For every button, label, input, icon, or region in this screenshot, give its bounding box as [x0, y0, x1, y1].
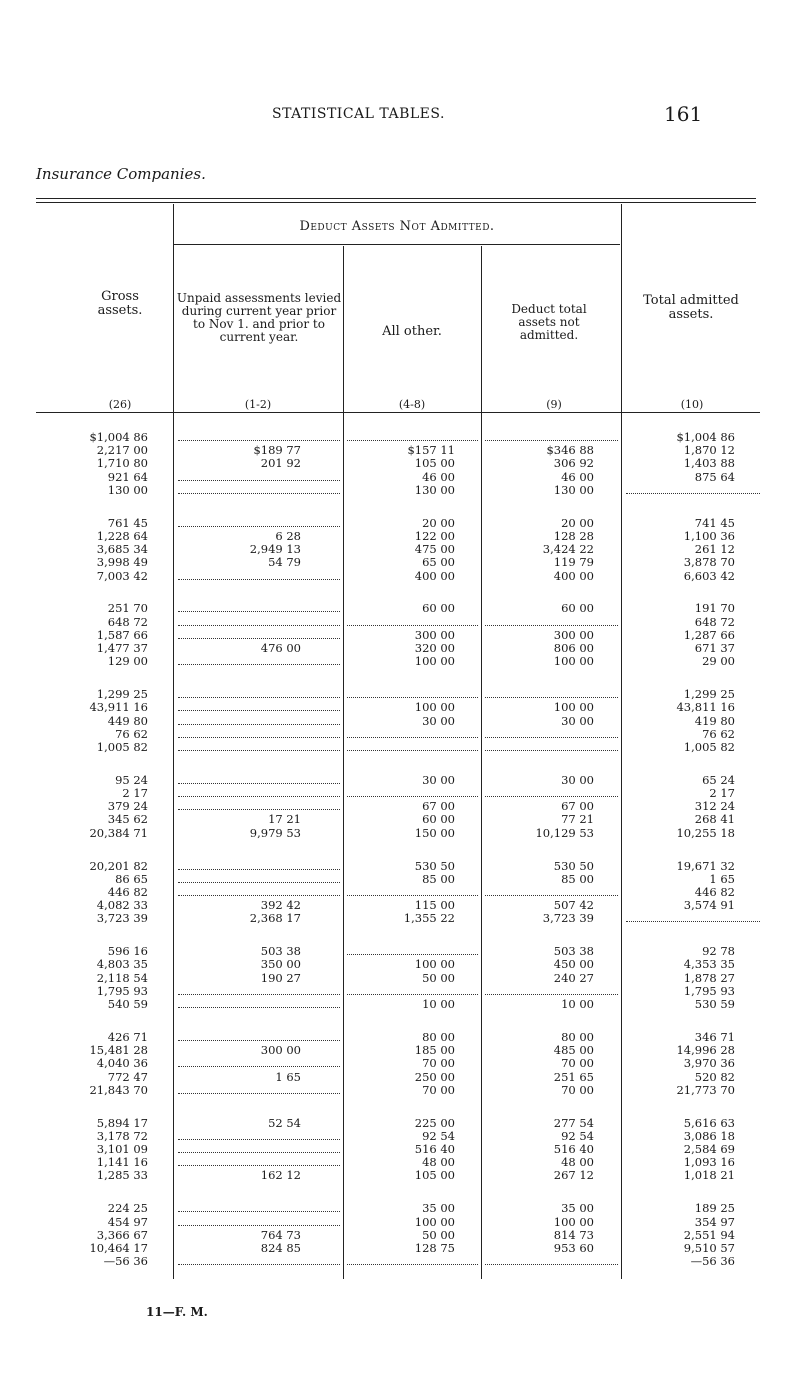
table-cell-gross: 596 16: [107, 944, 148, 959]
table-cell-other: 100 00: [414, 1214, 455, 1229]
leader-dots: [178, 1165, 340, 1166]
table-cell-deduct: 10 00: [561, 997, 594, 1011]
table-cell-unpaid: 1 65: [275, 1069, 301, 1084]
table-cell-deduct: 400 00: [553, 568, 594, 583]
table-cell-gross: 7,003 42: [96, 568, 148, 583]
table-cell-deduct: 306 92: [553, 456, 594, 471]
table-cell-gross: 76 62: [115, 726, 148, 741]
vline-4: [621, 204, 622, 1279]
table-cell-deduct: 67 00: [561, 799, 594, 814]
leader-dots: [178, 1007, 340, 1008]
table-cell-gross: 3,101 09: [96, 1142, 148, 1156]
table-cell-deduct: 35 00: [561, 1201, 594, 1216]
col-number-total: (10): [680, 398, 704, 411]
leader-dots: [178, 710, 340, 711]
table-cell-deduct: 507 42: [553, 898, 594, 913]
table-cell-total: 189 25: [694, 1201, 735, 1216]
table-cell-total: 65 24: [702, 772, 735, 787]
leader-dots: [178, 579, 340, 580]
table-cell-other: 100 00: [414, 700, 455, 715]
table-cell-gross: 3,685 34: [96, 542, 148, 557]
table-cell-deduct: 3,424 22: [542, 542, 594, 557]
table-cell-unpaid: 162 12: [260, 1168, 301, 1183]
col-number-gross: (26): [108, 398, 132, 411]
leader-dots: [178, 809, 340, 810]
table-cell-other: 100 00: [414, 957, 455, 972]
table-cell-total: 3,878 70: [683, 555, 735, 570]
table-cell-gross: 1,285 33: [96, 1168, 148, 1183]
table-cell-deduct: 60 00: [561, 601, 594, 616]
table-cell-total: 3,574 91: [683, 898, 735, 913]
table-cell-other: 50 00: [422, 1227, 455, 1242]
table-cell-gross: 251 70: [107, 601, 148, 616]
leader-dots: [178, 1264, 340, 1265]
table-cell-gross: 86 65: [115, 871, 148, 886]
table-cell-gross: 3,178 72: [96, 1128, 148, 1143]
table-cell-gross: 449 80: [107, 713, 148, 728]
table-cell-total: 29 00: [702, 654, 735, 669]
table-cell-total: 1,403 88: [683, 456, 735, 471]
table-cell-unpaid: 350 00: [260, 957, 301, 972]
vline-2: [343, 246, 344, 1279]
table-cell-unpaid: 764 73: [260, 1227, 301, 1242]
table-cell-total: 1 65: [709, 871, 735, 886]
table-cell-other: 80 00: [422, 1029, 455, 1044]
table-cell-gross: 1,587 66: [96, 627, 148, 642]
col-number-deduct: (9): [546, 398, 562, 411]
table-cell-deduct: $346 88: [546, 443, 594, 458]
col-number-unpaid: (1-2): [244, 398, 272, 411]
table-cell-total: 191 70: [694, 601, 735, 616]
table-cell-gross: 10,464 17: [89, 1240, 148, 1255]
table-cell-total: 19,671 32: [676, 858, 735, 873]
table-cell-gross: 1,141 16: [96, 1155, 148, 1170]
leader-dots: [347, 954, 478, 955]
table-cell-deduct: 70 00: [561, 1056, 594, 1071]
table-cell-other: 50 00: [422, 970, 455, 985]
table-cell-deduct: 85 00: [561, 871, 594, 886]
table-cell-deduct: 20 00: [561, 515, 594, 530]
table-cell-total: —56 36: [690, 1254, 735, 1269]
table-cell-total: 21,773 70: [676, 1082, 735, 1097]
table-cell-other: 150 00: [414, 825, 455, 840]
leader-dots: [178, 1040, 340, 1041]
table-cell-deduct: 953 60: [553, 1240, 594, 1255]
col-header-unpaid: Unpaid assessments levied during current year prior to Nov 1. and prior to current year.: [176, 291, 342, 344]
table-cell-other: 128 75: [414, 1240, 455, 1255]
table-cell-gross: 130 00: [107, 482, 148, 497]
leader-dots: [626, 493, 760, 494]
leader-dots: [347, 750, 478, 751]
table-cell-unpaid: 300 00: [260, 1043, 301, 1058]
leader-dots: [178, 625, 340, 626]
table-cell-gross: 3,723 39: [96, 911, 148, 926]
leader-dots: [178, 526, 340, 527]
table-cell-gross: 540 59: [107, 997, 148, 1011]
table-cell-other: 122 00: [414, 528, 455, 543]
top-rule-2: [36, 202, 756, 203]
leader-dots: [178, 638, 340, 639]
table-cell-gross: 1,299 25: [96, 687, 148, 702]
col-header-total: Total admitted assets.: [643, 293, 739, 322]
table-cell-other: 516 40: [414, 1142, 455, 1156]
col-header-deduct: Deduct total assets not admitted.: [511, 302, 587, 342]
table-cell-gross: 1,795 93: [96, 983, 148, 998]
table-cell-total: 346 71: [694, 1029, 735, 1044]
leader-dots: [178, 1066, 340, 1067]
table-cell-unpaid: 824 85: [260, 1240, 301, 1255]
table-cell-total: 312 24: [694, 799, 735, 814]
table-cell-other: 185 00: [414, 1043, 455, 1058]
table-cell-other: 35 00: [422, 1201, 455, 1216]
table-cell-other: 115 00: [414, 898, 455, 913]
table-cell-other: 46 00: [422, 469, 455, 484]
leader-dots: [347, 1264, 478, 1265]
table-cell-total: 268 41: [694, 812, 735, 827]
table-cell-unpaid: 2,949 13: [249, 542, 301, 557]
table-cell-gross: 20,201 82: [89, 858, 148, 873]
table-cell-unpaid: 476 00: [260, 641, 301, 655]
table-cell-total: 14,996 28: [676, 1043, 735, 1058]
table-cell-gross: 761 45: [107, 515, 148, 530]
table-cell-gross: 5,894 17: [96, 1115, 148, 1130]
table-cell-deduct: 503 38: [553, 944, 594, 959]
table-cell-other: 100 00: [414, 654, 455, 669]
table-cell-deduct: 46 00: [561, 469, 594, 484]
leader-dots: [485, 750, 618, 751]
table-cell-total: 6,603 42: [683, 568, 735, 583]
table-cell-total: 741 45: [694, 515, 735, 530]
table-cell-other: 250 00: [414, 1069, 455, 1084]
table-cell-deduct: 100 00: [553, 654, 594, 669]
table-cell-gross: 921 64: [107, 469, 148, 484]
table-cell-other: 225 00: [414, 1115, 455, 1130]
table-cell-unpaid: 54 79: [268, 555, 301, 570]
table-cell-unpaid: 17 21: [268, 812, 301, 827]
table-cell-deduct: 267 12: [553, 1168, 594, 1183]
col-number-other: (4-8): [398, 398, 426, 411]
table-cell-deduct: 119 79: [553, 555, 594, 570]
leader-dots: [178, 895, 340, 896]
table-cell-gross: 648 72: [107, 614, 148, 629]
table-cell-gross: 454 97: [107, 1214, 148, 1229]
table-cell-deduct: 30 00: [561, 772, 594, 787]
table-cell-other: 300 00: [414, 627, 455, 642]
table-cell-total: $1,004 86: [676, 430, 735, 444]
table-cell-other: 130 00: [414, 482, 455, 497]
col-header-gross: Gross assets.: [97, 289, 143, 318]
leader-dots: [626, 921, 760, 922]
table-cell-total: 354 97: [694, 1214, 735, 1229]
table-cell-total: 2 17: [709, 786, 735, 800]
table-cell-total: 43,811 16: [676, 700, 735, 715]
table-cell-gross: 3,366 67: [96, 1227, 148, 1242]
table-cell-deduct: 70 00: [561, 1082, 594, 1097]
table-cell-total: 92 78: [702, 944, 735, 959]
leader-dots: [178, 737, 340, 738]
table-cell-deduct: 240 27: [553, 970, 594, 985]
table-cell-gross: —56 36: [103, 1254, 148, 1269]
table-cell-total: 1,299 25: [683, 687, 735, 702]
table-cell-gross: 21,843 70: [89, 1082, 148, 1097]
leader-dots: [178, 750, 340, 751]
leader-dots: [485, 796, 618, 797]
table-cell-total: 9,510 57: [683, 1240, 735, 1255]
leader-dots: [347, 440, 478, 441]
table-cell-deduct: 516 40: [553, 1142, 594, 1156]
leader-dots: [178, 611, 340, 612]
leader-dots: [485, 697, 618, 698]
leader-dots: [178, 1152, 340, 1153]
table-cell-gross: 224 25: [107, 1201, 148, 1216]
table-cell-total: 648 72: [694, 614, 735, 629]
table-cell-other: 1,355 22: [403, 911, 455, 926]
table-cell-unpaid: 52 54: [268, 1115, 301, 1130]
table-cell-total: 1,795 93: [683, 983, 735, 998]
leader-dots: [347, 697, 478, 698]
table-cell-gross: 95 24: [115, 772, 148, 787]
table-cell-total: 1,100 36: [683, 528, 735, 543]
leader-dots: [178, 783, 340, 784]
table-cell-gross: 1,005 82: [96, 739, 148, 754]
table-cell-deduct: 128 28: [553, 528, 594, 543]
leader-dots: [178, 882, 340, 883]
table-cell-total: 1,005 82: [683, 739, 735, 754]
table-cell-other: 85 00: [422, 871, 455, 886]
leader-dots: [178, 1211, 340, 1212]
table-cell-other: 30 00: [422, 772, 455, 787]
table-cell-gross: 15,481 28: [89, 1043, 148, 1058]
running-title: STATISTICAL TABLES.: [272, 106, 445, 122]
table-cell-total: 419 80: [694, 713, 735, 728]
table-cell-other: 475 00: [414, 542, 455, 557]
table-cell-other: 48 00: [422, 1155, 455, 1170]
table-cell-gross: 345 62: [107, 812, 148, 827]
table-cell-gross: 4,803 35: [96, 957, 148, 972]
table-cell-deduct: 80 00: [561, 1029, 594, 1044]
table-cell-unpaid: 9,979 53: [249, 825, 301, 840]
table-cell-deduct: 485 00: [553, 1043, 594, 1058]
table-cell-deduct: 450 00: [553, 957, 594, 972]
table-cell-gross: 3,998 49: [96, 555, 148, 570]
table-cell-unpaid: 503 38: [260, 944, 301, 959]
table-cell-total: 671 37: [694, 641, 735, 655]
group-underline: [174, 244, 620, 245]
leader-dots: [178, 664, 340, 665]
vline-1: [173, 204, 174, 1279]
table-cell-total: 4,353 35: [683, 957, 735, 972]
table-cell-other: 320 00: [414, 641, 455, 655]
table-cell-other: 70 00: [422, 1056, 455, 1071]
table-cell-total: 530 59: [694, 997, 735, 1011]
table-cell-other: 400 00: [414, 568, 455, 583]
leader-dots: [178, 796, 340, 797]
leader-dots: [347, 737, 478, 738]
table-cell-other: 10 00: [422, 997, 455, 1011]
leader-dots: [178, 869, 340, 870]
leader-dots: [485, 1264, 618, 1265]
vline-3: [481, 246, 482, 1279]
leader-dots: [178, 1139, 340, 1140]
leader-dots: [347, 994, 478, 995]
leader-dots: [485, 737, 618, 738]
table-cell-deduct: 100 00: [553, 1214, 594, 1229]
table-cell-gross: 4,040 36: [96, 1056, 148, 1071]
leader-dots: [485, 994, 618, 995]
leader-dots: [178, 1225, 340, 1226]
table-cell-total: 2,584 69: [683, 1142, 735, 1156]
table-cell-gross: 129 00: [107, 654, 148, 669]
table-cell-other: $157 11: [407, 443, 455, 458]
table-cell-gross: $1,004 86: [89, 430, 148, 444]
table-cell-deduct: 30 00: [561, 713, 594, 728]
table-cell-deduct: 48 00: [561, 1155, 594, 1170]
table-cell-gross: 1,477 37: [96, 641, 148, 655]
table-cell-deduct: 10,129 53: [535, 825, 594, 840]
top-rule-1: [36, 198, 756, 199]
leader-dots: [347, 895, 478, 896]
table-cell-unpaid: 6 28: [275, 528, 301, 543]
table-cell-deduct: 100 00: [553, 700, 594, 715]
table-cell-gross: 43,911 16: [89, 700, 148, 715]
table-cell-unpaid: 201 92: [260, 456, 301, 471]
table-cell-other: 20 00: [422, 515, 455, 530]
table-cell-total: 446 82: [694, 884, 735, 899]
table-cell-other: 60 00: [422, 812, 455, 827]
table-cell-other: 530 50: [414, 858, 455, 873]
table-cell-deduct: 530 50: [553, 858, 594, 873]
table-cell-total: 1,878 27: [683, 970, 735, 985]
table-cell-gross: 446 82: [107, 884, 148, 899]
table-cell-other: 70 00: [422, 1082, 455, 1097]
table-cell-unpaid: 190 27: [260, 970, 301, 985]
table-cell-total: 10,255 18: [676, 825, 735, 840]
table-cell-gross: 2 17: [122, 786, 148, 800]
table-cell-gross: 426 71: [107, 1029, 148, 1044]
leader-dots: [178, 724, 340, 725]
table-cell-deduct: 806 00: [553, 641, 594, 655]
section-title: Insurance Companies.: [36, 165, 206, 183]
table-cell-deduct: 92 54: [561, 1128, 594, 1143]
leader-dots: [178, 697, 340, 698]
leader-dots: [178, 493, 340, 494]
table-cell-total: 1,018 21: [683, 1168, 735, 1183]
table-cell-other: 92 54: [422, 1128, 455, 1143]
group-header: Deduct Assets Not Admitted.: [299, 219, 495, 234]
table-cell-total: 1,287 66: [683, 627, 735, 642]
leader-dots: [178, 480, 340, 481]
table-cell-unpaid: $189 77: [253, 443, 301, 458]
table-cell-gross: 379 24: [107, 799, 148, 814]
table-cell-unpaid: 2,368 17: [249, 911, 301, 926]
table-cell-other: 67 00: [422, 799, 455, 814]
leader-dots: [485, 625, 618, 626]
table-cell-total: 520 82: [694, 1069, 735, 1084]
table-cell-other: 30 00: [422, 713, 455, 728]
table-cell-total: 1,093 16: [683, 1155, 735, 1170]
leader-dots: [347, 625, 478, 626]
table-cell-gross: 1,228 64: [96, 528, 148, 543]
table-cell-gross: 772 47: [107, 1069, 148, 1084]
table-cell-gross: 2,217 00: [96, 443, 148, 458]
table-cell-gross: 4,082 33: [96, 898, 148, 913]
leader-dots: [347, 796, 478, 797]
leader-dots: [178, 1093, 340, 1094]
table-cell-other: 65 00: [422, 555, 455, 570]
table-cell-deduct: 300 00: [553, 627, 594, 642]
table-cell-gross: 20,384 71: [89, 825, 148, 840]
leader-dots: [178, 440, 340, 441]
table-cell-other: 105 00: [414, 456, 455, 471]
table-cell-total: 875 64: [694, 469, 735, 484]
table-cell-gross: 2,118 54: [96, 970, 148, 985]
table-cell-deduct: 277 54: [553, 1115, 594, 1130]
table-cell-other: 60 00: [422, 601, 455, 616]
table-cell-deduct: 251 65: [553, 1069, 594, 1084]
table-cell-total: 3,086 18: [683, 1128, 735, 1143]
col-header-other: All other.: [382, 324, 442, 339]
header-bottom-rule: [36, 412, 760, 413]
table-cell-deduct: 77 21: [561, 812, 594, 827]
table-cell-total: 76 62: [702, 726, 735, 741]
table-cell-deduct: 3,723 39: [542, 911, 594, 926]
table-cell-total: 1,870 12: [683, 443, 735, 458]
table-cell-gross: 1,710 80: [96, 456, 148, 471]
leader-dots: [178, 994, 340, 995]
footer-signature: 11—F. M.: [146, 1305, 208, 1319]
table-cell-deduct: 814 73: [553, 1227, 594, 1242]
table-cell-total: 3,970 36: [683, 1056, 735, 1071]
leader-dots: [485, 440, 618, 441]
table-cell-total: 5,616 63: [683, 1115, 735, 1130]
table-cell-other: 105 00: [414, 1168, 455, 1183]
page-number: 161: [664, 102, 703, 126]
table-cell-unpaid: 392 42: [260, 898, 301, 913]
table-cell-deduct: 130 00: [553, 482, 594, 497]
table-cell-total: 2,551 94: [683, 1227, 735, 1242]
leader-dots: [485, 895, 618, 896]
running-header: [0, 104, 798, 128]
table-cell-total: 261 12: [694, 542, 735, 557]
